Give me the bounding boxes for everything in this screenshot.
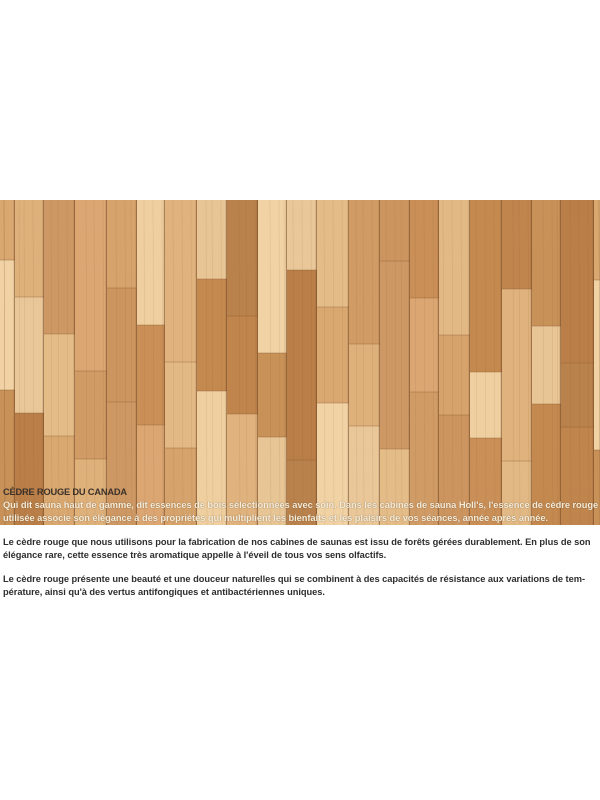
wood-plank-segment <box>380 261 410 449</box>
wood-planks-graphic <box>0 200 600 525</box>
wood-plank-segment <box>317 307 349 403</box>
wood-plank-segment <box>165 200 197 362</box>
plank-gap <box>438 200 439 525</box>
plank-gap <box>531 200 532 525</box>
plank-gap <box>164 200 165 525</box>
wood-plank-segment <box>197 279 227 391</box>
plank-gap <box>348 200 349 525</box>
wood-plank-segment <box>137 325 165 425</box>
wood-plank-segment <box>107 288 137 402</box>
wood-plank-segment <box>532 326 561 404</box>
wood-plank-segment <box>561 200 594 363</box>
section-heading: CÈDRE ROUGE DU CANADA <box>3 487 127 497</box>
plank-gap <box>136 200 137 525</box>
wood-plank-segment <box>227 316 258 414</box>
plank-gap <box>14 200 15 525</box>
wood-plank-segment <box>75 371 107 459</box>
plank-gap <box>501 200 502 525</box>
plank-gap <box>316 200 317 525</box>
plank-gap <box>286 200 287 525</box>
paragraph-properties: Le cèdre rouge présente une beauté et une douceur naturelles qui se combinent à des capacités de résistance aux variations de tem-pérature, ainsi qu'à des vertus antifongiques et antibactériennes uniques. <box>3 574 585 597</box>
wood-plank-segment <box>75 200 107 371</box>
wood-plank-segment <box>532 200 561 326</box>
cedar-intro-block <box>0 486 600 525</box>
wood-plank-segment <box>287 270 317 460</box>
plank-gap <box>379 200 380 525</box>
wood-plank-segment <box>44 334 75 436</box>
wood-plank-segment <box>0 260 15 390</box>
cedar-wood-image <box>0 200 600 525</box>
wood-plank-segment <box>258 353 287 437</box>
wood-plank-segment <box>502 200 532 289</box>
wood-plank-segment <box>502 289 532 461</box>
wood-plank-segment <box>107 200 137 288</box>
plank-gap <box>409 200 410 525</box>
section-intro: Qui dit sauna haut de gamme, dit essences de bois sélectionnées avec soin. Dans les cabines de sauna Holl's, l'essence de cèdre rouge utilisée associe son élégance à des propriétés qui multiplient les bienfaits et les plaisirs de vos séances, année après année. <box>3 500 599 523</box>
wood-plank-segment <box>470 372 502 438</box>
plank-gap <box>257 200 258 525</box>
plank-gap <box>593 200 594 525</box>
paragraph-sourcing: Le cèdre rouge que nous utilisons pour la fabrication de nos cabines de saunas est issu de forêts gérées durablement. En plus de son élégance rare, cette essence très aromatique appelle à l'éveil de tous vos sens olfactifs. <box>3 537 591 560</box>
wood-plank-segment <box>0 200 15 260</box>
wood-plank-segment <box>44 200 75 334</box>
wood-plank-segment <box>349 200 380 344</box>
wood-plank-segment <box>561 363 594 427</box>
wood-plank-segment <box>470 200 502 372</box>
wood-plank-segment <box>137 200 165 325</box>
plank-gap <box>74 200 75 525</box>
plank-gap <box>43 200 44 525</box>
wood-plank-segment <box>165 362 197 448</box>
wood-plank-segment <box>349 344 380 426</box>
wood-plank-segment <box>227 200 258 316</box>
wood-plank-segment <box>258 200 287 353</box>
plank-gap <box>560 200 561 525</box>
plank-gap <box>196 200 197 525</box>
plank-gap <box>469 200 470 525</box>
plank-gap <box>106 200 107 525</box>
plank-gap <box>226 200 227 525</box>
wood-plank-segment <box>439 200 470 335</box>
